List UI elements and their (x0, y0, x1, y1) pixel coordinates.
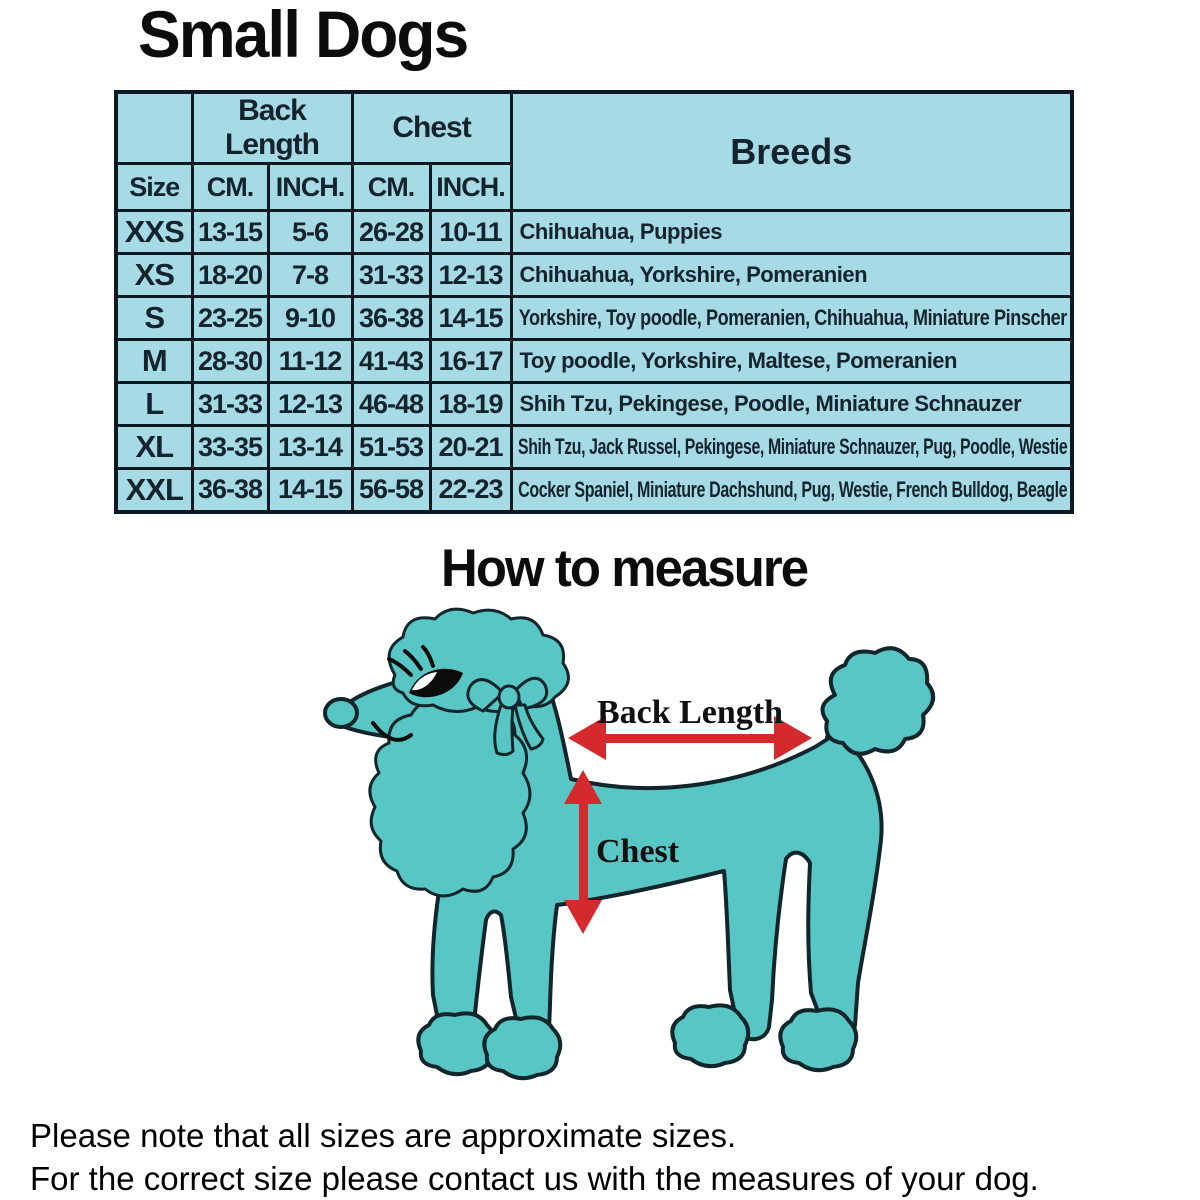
back-cm-cell: 36-38 (192, 469, 268, 512)
breeds-text: Shih Tzu, Jack Russel, Pekingese, Miniature Schnauzer, Pug, Poodle, Westie (517, 434, 1067, 459)
note-line-2: For the correct size please contact us with the measures of your dog. (30, 1160, 1039, 1197)
size-cell: XXS (116, 211, 192, 254)
chest-label: Chest (596, 833, 680, 870)
size-cell: XL (116, 426, 192, 469)
back-cm-cell: 33-35 (192, 426, 268, 469)
size-chart-table (114, 90, 1074, 514)
chest-inch-cell: 18-19 (430, 383, 511, 426)
back-inch-cell: 9-10 (268, 297, 352, 340)
page-title: Small Dogs (138, 0, 468, 71)
table-row-s (116, 297, 1072, 340)
size-cell: XS (116, 254, 192, 297)
how-to-measure-title: How to measure (441, 539, 808, 598)
breeds-cell (511, 469, 1072, 512)
back-length-label: Back Length (596, 694, 784, 731)
table-row-xxs (116, 211, 1072, 254)
chest-cm-cell: 31-33 (352, 254, 430, 297)
corner-cell (116, 92, 192, 164)
chest-cm-cell: 41-43 (352, 340, 430, 383)
back-cm-cell: 13-15 (192, 211, 268, 254)
poodle-booties (418, 1005, 856, 1078)
back-inch-cell: 5-6 (268, 211, 352, 254)
back-inch-cell: 14-15 (268, 469, 352, 512)
table-row-xl (116, 426, 1072, 469)
back-cm-cell: 23-25 (192, 297, 268, 340)
size-cell: M (116, 340, 192, 383)
back-length-group-header: Back Length (192, 92, 352, 164)
chest-cm-cell: 26-28 (352, 211, 430, 254)
chest-inch-cell: 10-11 (430, 211, 511, 254)
breeds-cell (511, 340, 1072, 383)
back-inch-cell: 7-8 (268, 254, 352, 297)
breeds-cell (511, 211, 1072, 254)
poodle-tail-pom (823, 648, 934, 754)
breeds-cell (511, 426, 1072, 469)
breeds-text: Yorkshire, Toy poodle, Pomeranien, Chihuahua, Miniature Pinscher (518, 305, 1067, 330)
size-header: Size (116, 164, 192, 211)
chest-cm-cell: 51-53 (352, 426, 430, 469)
chest-inch-cell: 12-13 (430, 254, 511, 297)
table-row-m (116, 340, 1072, 383)
breeds-cell (511, 254, 1072, 297)
breeds-text: Shih Tzu, Pekingese, Poodle, Miniature Schnauzer (519, 391, 1022, 416)
chest-cm-header: CM. (352, 164, 430, 211)
chest-inch-cell: 14-15 (430, 297, 511, 340)
back-cm-header: CM. (192, 164, 268, 211)
breeds-cell (511, 383, 1072, 426)
table-header-row-groups (116, 92, 1072, 164)
breeds-text: Cocker Spaniel, Miniature Dachshund, Pug, Westie, French Bulldog, Beagle (517, 476, 1067, 502)
breeds-text: Toy poodle, Yorkshire, Maltese, Pomeranien (519, 348, 957, 373)
chest-cm-cell: 36-38 (352, 297, 430, 340)
back-cm-cell: 18-20 (192, 254, 268, 297)
chest-inch-cell: 20-21 (430, 426, 511, 469)
chest-group-header: Chest (352, 92, 511, 164)
poodle-nose (325, 699, 357, 727)
back-cm-cell: 31-33 (192, 383, 268, 426)
back-inch-header: INCH. (268, 164, 352, 211)
chest-cm-cell: 56-58 (352, 469, 430, 512)
back-inch-cell: 11-12 (268, 340, 352, 383)
breeds-text: Chihuahua, Puppies (519, 219, 722, 244)
chest-inch-header: INCH. (430, 164, 511, 211)
breeds-cell (511, 297, 1072, 340)
table-row-xxl (116, 469, 1072, 512)
size-cell: L (116, 383, 192, 426)
back-cm-cell: 28-30 (192, 340, 268, 383)
chest-cm-cell: 46-48 (352, 383, 430, 426)
table-row-xs (116, 254, 1072, 297)
breeds-header: Breeds (511, 92, 1072, 211)
size-cell: XXL (116, 469, 192, 512)
table-row-l (116, 383, 1072, 426)
back-inch-cell: 13-14 (268, 426, 352, 469)
chest-inch-cell: 16-17 (430, 340, 511, 383)
note-line-1: Please note that all sizes are approximate sizes. (30, 1117, 737, 1154)
size-cell: S (116, 297, 192, 340)
back-inch-cell: 12-13 (268, 383, 352, 426)
breeds-text: Chihuahua, Yorkshire, Pomeranien (519, 262, 868, 287)
chest-inch-cell: 22-23 (430, 469, 511, 512)
